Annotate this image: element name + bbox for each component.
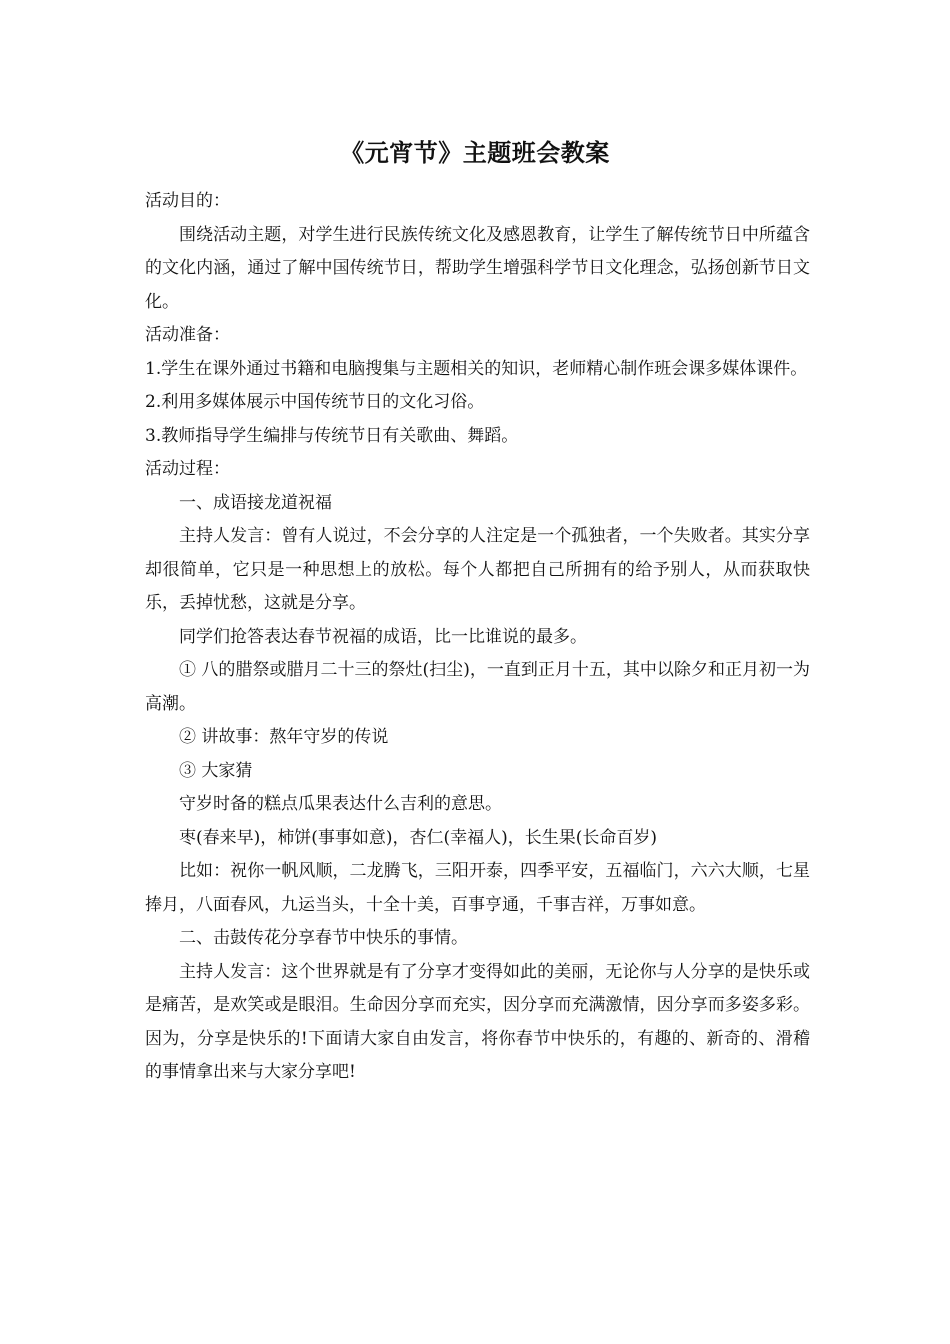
paragraph-guess-question: 守岁时备的糕点瓜果表达什么吉利的意思。 <box>179 794 502 814</box>
paragraph-preparation-1: 1.学生在课外通过书籍和电脑搜集与主题相关的知识，老师精心制作班会课多媒体课件。 <box>145 358 808 379</box>
document-body <box>145 185 810 1090</box>
paragraph-preparation-heading: 活动准备： <box>145 325 230 345</box>
paragraph-preparation-3: 3.教师指导学生编排与传统节日有关歌曲、舞蹈。 <box>145 425 519 446</box>
paragraph-guess-answers: 枣(春来早)，柿饼(事事如意)，杏仁(幸福人)，长生果(长命百岁) <box>179 827 658 848</box>
paragraph-host-speech-1: 主持人发言：曾有人说过，不会分享的人注定是一个孤独者，一个失败者。其实分享却很简单，它只是一种思想上的放松。每个人都把自己所拥有的给予别人，从而获取快乐，丢掉忧愁，这就是分享。 <box>145 526 810 613</box>
paragraph-section-1-heading: 一、成语接龙道祝福 <box>179 492 332 513</box>
paragraph-section-2-heading: 二、击鼓传花分享春节中快乐的事情。 <box>179 928 468 948</box>
paragraph-purpose-text: 围绕活动主题，对学生进行民族传统文化及感恩教育，让学生了解传统节日中所蕴含的文化内涵，通过了解中国传统节日，帮助学生增强科学节日文化理念，弘扬创新节日文化。 <box>145 224 810 312</box>
paragraph-purpose-heading: 活动目的： <box>145 191 230 211</box>
paragraph-host-speech-2: 主持人发言：这个世界就是有了分享才变得如此的美丽，无论你与人分享的是快乐或是痛苦，是欢笑或是眼泪。生命因分享而充实，因分享而充满激情，因分享而多姿多彩。因为，分享是快乐的!下面请大家自由发言，将你春节中快乐的，有趣的、新奇的、滑稽的事情拿出来与大家分享吧! <box>145 961 810 1082</box>
paragraph-examples: 比如：祝你一帆风顺，二龙腾飞，三阳开泰，四季平安，五福临门，六六大顺，七星捧月，八面春风，九运当头，十全十美，百事亨通，千事吉祥，万事如意。 <box>145 861 810 915</box>
paragraph-process-heading: 活动过程： <box>145 459 230 479</box>
paragraph-quiz-intro: 同学们抢答表达春节祝福的成语，比一比谁说的最多。 <box>179 626 587 647</box>
paragraph-item-1: ① 八的腊祭或腊月二十三的祭灶(扫尘)，一直到正月十五，其中以除夕和正月初一为高潮。 <box>145 660 810 714</box>
document-title: 《元宵节》主题班会教案 <box>340 138 610 167</box>
paragraph-item-3: ③ 大家猜 <box>179 760 253 781</box>
paragraph-item-2: ② 讲故事：熬年守岁的传说 <box>179 727 389 747</box>
paragraph-preparation-2: 2.利用多媒体展示中国传统节日的文化习俗。 <box>145 392 485 412</box>
